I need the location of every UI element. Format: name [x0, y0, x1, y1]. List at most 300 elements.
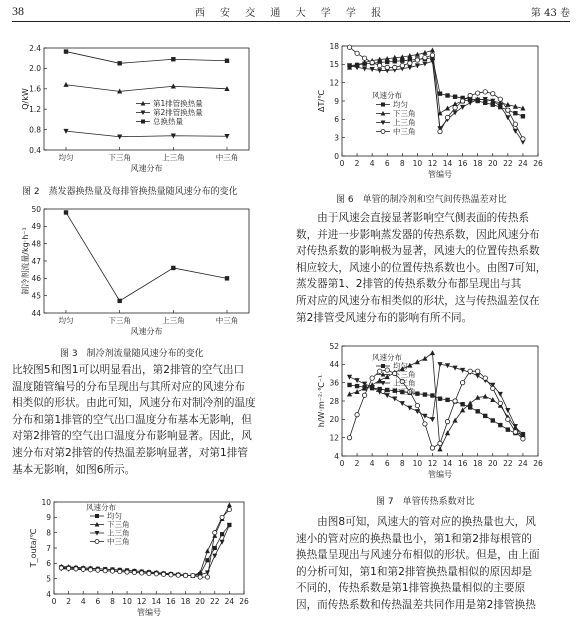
data-point: [475, 374, 480, 379]
x-tick-label: 10: [122, 597, 132, 606]
data-point: [513, 111, 517, 115]
data-point: [468, 93, 472, 97]
data-point: [422, 356, 427, 361]
data-point: [198, 575, 202, 579]
data-point: [445, 93, 449, 97]
data-point: [505, 115, 510, 120]
data-point: [154, 572, 158, 576]
data-point: [377, 63, 381, 67]
data-point: [460, 402, 464, 406]
data-point: [407, 406, 412, 411]
series-line: [66, 212, 227, 300]
figure-5: [30, 496, 252, 622]
data-point: [513, 430, 517, 434]
data-point: [355, 384, 359, 388]
y-tick-label: 36: [329, 378, 339, 388]
data-point: [422, 414, 427, 419]
x-tick-label: 20: [487, 159, 498, 168]
y-tick-label: 9: [46, 513, 51, 523]
x-tick-label: 12: [427, 459, 438, 468]
data-point: [430, 393, 434, 397]
legend-label: 第1排管换热量: [153, 99, 203, 108]
x-tick-label: 22: [209, 597, 220, 606]
y-tick-label: 2.0: [29, 64, 41, 74]
data-point: [220, 540, 225, 545]
data-point: [400, 63, 404, 67]
text-line: 速分布对第2排管的传热温差影响显著，对第1排管: [12, 446, 248, 459]
legend-label: 上三角: [393, 378, 416, 388]
data-point: [445, 106, 450, 111]
data-point: [132, 570, 136, 574]
data-point: [415, 359, 420, 364]
x-tick-label: 下三角: [108, 153, 131, 162]
x-axis-label: 管编号: [137, 608, 161, 617]
legend-marker: [381, 364, 385, 368]
legend-marker: [381, 130, 385, 134]
figure-2-chart: [21, 40, 254, 176]
legend-marker: [381, 103, 385, 107]
x-axis-label: 风速分布: [130, 327, 163, 336]
text-line: 比较图5和图1可以明显看出，第2排管的空气出口: [12, 364, 245, 376]
y-tick-label: 7: [46, 543, 51, 553]
data-point: [205, 575, 209, 579]
y-axis-label: h/W·m⁻²·℃⁻¹: [317, 374, 326, 428]
data-point: [213, 546, 217, 550]
figure-3-chart: [21, 204, 254, 337]
data-point: [483, 376, 487, 380]
x-tick-label: 均匀: [58, 316, 74, 325]
data-point: [423, 55, 427, 59]
x-tick-label: 4: [80, 597, 86, 606]
series-line: [350, 370, 523, 448]
journal-title: 西 安 交 通 大 学 学 报: [194, 8, 388, 19]
data-point: [453, 106, 457, 110]
data-point: [205, 548, 210, 553]
x-tick-label: 14: [151, 597, 162, 606]
x-tick-label: 26: [239, 597, 249, 606]
data-point: [227, 502, 232, 507]
x-tick-label: 4: [369, 159, 375, 168]
legend-title: 风速分布: [372, 91, 402, 100]
data-point: [475, 91, 479, 95]
data-point: [483, 394, 488, 399]
text-line: 对传热系数的影响极为显著，风速大的位置传热系数: [296, 245, 540, 258]
y-tick-label: 47: [31, 256, 41, 266]
x-tick-label: 26: [533, 459, 543, 468]
figure-3: [21, 204, 254, 337]
text-line: 相应较大，风速小的位置传热系数也小。由图7可知，: [296, 261, 547, 274]
y-tick-label: 5: [46, 574, 51, 584]
y-tick-label: 4: [46, 589, 51, 599]
data-point: [355, 51, 359, 55]
y-tick-label: 2.4: [29, 43, 41, 53]
text-line: 蒸发器第1、2排管的传热系数分布都呈现出与其: [296, 278, 522, 291]
data-point: [81, 567, 85, 571]
data-point: [491, 418, 495, 422]
y-tick-label: 10: [41, 497, 51, 507]
data-point: [445, 398, 449, 402]
data-point: [460, 99, 464, 103]
data-point: [498, 97, 502, 101]
data-point: [506, 108, 510, 112]
y-tick-label: 3: [334, 133, 339, 143]
figure-3-caption: 图 3 制冷剂流量随风速分布的变化: [60, 349, 204, 359]
data-point: [74, 567, 78, 571]
data-point: [438, 441, 442, 445]
data-point: [212, 554, 217, 559]
figure-7-chart: [318, 340, 550, 484]
data-point: [347, 375, 352, 380]
x-tick-label: 14: [442, 459, 453, 468]
x-tick-label: 16: [457, 159, 468, 168]
data-point: [407, 363, 412, 368]
legend-label: 中三角: [107, 537, 130, 546]
x-axis-label: 管编号: [428, 170, 452, 179]
data-point: [453, 95, 457, 99]
legend-label: 中三角: [393, 127, 416, 136]
legend-marker: [95, 514, 99, 518]
data-point: [506, 417, 510, 421]
y-tick-label: 8: [46, 528, 51, 538]
right-paragraph-1: [296, 210, 566, 326]
data-point: [423, 422, 427, 426]
x-tick-label: 18: [472, 159, 483, 168]
data-point: [191, 574, 195, 578]
data-point: [213, 531, 217, 535]
x-tick-label: 12: [136, 597, 147, 606]
x-tick-label: 2: [66, 597, 72, 606]
data-point: [408, 61, 412, 65]
data-point: [385, 65, 389, 69]
x-tick-label: 24: [518, 159, 528, 168]
x-tick-label: 10: [412, 459, 423, 468]
data-point: [140, 571, 144, 575]
data-point: [162, 572, 166, 576]
data-point: [393, 65, 397, 69]
data-point: [117, 61, 121, 65]
data-point: [354, 378, 359, 383]
data-point: [117, 299, 121, 303]
x-tick-label: 24: [518, 459, 528, 468]
legend-label: 均匀: [107, 511, 122, 521]
legend-label: 总换热量: [153, 117, 183, 126]
y-tick-label: 48: [31, 239, 41, 249]
x-tick-label: 6: [384, 459, 390, 468]
text-line: 第2排管受风速分布的影响有所不同。: [296, 311, 473, 324]
data-point: [521, 137, 525, 141]
data-point: [491, 386, 495, 390]
data-point: [347, 45, 351, 49]
x-tick-label: 上三角: [162, 153, 185, 162]
y-axis-label: Q/kW: [21, 88, 30, 110]
data-point: [475, 369, 479, 373]
data-point: [362, 393, 366, 397]
y-axis-label: T_outa/℃: [29, 528, 38, 568]
x-axis-label: 风速分布: [130, 164, 163, 173]
data-point: [445, 115, 449, 119]
y-tick-label: 1.6: [29, 84, 41, 94]
y-tick-label: 0: [334, 151, 339, 161]
y-tick-label: 15: [329, 60, 339, 70]
y-tick-label: 49: [31, 222, 41, 232]
series-line: [66, 52, 227, 64]
data-point: [355, 413, 359, 417]
plot-frame: [44, 209, 249, 313]
left-paragraph: [12, 362, 282, 478]
y-tick-label: 44: [329, 360, 339, 370]
x-tick-label: 10: [412, 159, 423, 168]
legend-marker: [95, 540, 99, 544]
x-tick-label: 20: [195, 597, 205, 606]
legend-marker: [381, 390, 385, 394]
x-tick-label: 22: [503, 459, 513, 468]
data-point: [453, 399, 457, 403]
x-axis-label: 管编号: [428, 470, 452, 479]
data-point: [171, 57, 175, 61]
data-point: [438, 91, 442, 95]
legend-label: 上三角: [393, 118, 416, 127]
y-tick-label: 12: [329, 433, 339, 443]
data-point: [506, 427, 510, 431]
figure-6: [318, 40, 550, 186]
plot-frame: [44, 48, 249, 150]
data-point: [468, 405, 472, 409]
x-tick-label: 0: [339, 459, 345, 468]
data-point: [370, 60, 374, 64]
data-point: [392, 397, 397, 402]
y-tick-label: 12: [329, 78, 339, 88]
figure-6-chart: [318, 40, 550, 186]
x-tick-label: 均匀: [58, 153, 74, 162]
figure-7-caption: 图 7 单管传热系数对比: [376, 497, 475, 507]
y-tick-label: 1.2: [29, 105, 41, 114]
data-point: [147, 571, 151, 575]
data-point: [430, 417, 435, 422]
data-point: [110, 569, 114, 573]
text-line: 速小的管对应的换热量也小，第1和第2排每根管的: [296, 532, 532, 545]
data-point: [227, 508, 231, 512]
legend-label: 下三角: [107, 520, 130, 529]
x-tick-label: 0: [339, 159, 345, 168]
data-point: [400, 401, 405, 406]
data-point: [415, 403, 419, 407]
data-point: [460, 105, 465, 110]
data-point: [483, 414, 487, 418]
data-point: [438, 397, 442, 401]
y-tick-label: 0.8: [29, 125, 41, 135]
data-point: [521, 114, 525, 118]
text-line: 的分析可知，第1和第2排管换热量相似的原因却是: [296, 565, 532, 578]
data-point: [370, 376, 374, 380]
series-line: [350, 58, 523, 117]
x-tick-label: 8: [399, 159, 405, 168]
data-point: [521, 437, 525, 441]
legend-label: 下三角: [393, 109, 416, 118]
data-point: [347, 435, 351, 439]
data-point: [505, 408, 510, 413]
text-line: 数，并进一步影响蒸发器的传热系数，因此风速分布: [296, 228, 540, 241]
data-point: [183, 574, 187, 578]
x-tick-label: 22: [503, 159, 513, 168]
legend-marker: [141, 120, 145, 124]
text-line: 分布和第1排管的空气出口温度分布基本无影响，但: [12, 413, 252, 426]
data-point: [483, 90, 487, 94]
data-point: [176, 573, 180, 577]
x-tick-label: 中三角: [215, 316, 239, 325]
header-rule: [12, 21, 570, 22]
data-point: [64, 49, 68, 53]
data-point: [468, 400, 473, 405]
x-tick-label: 2: [354, 159, 360, 168]
x-tick-label: 24: [224, 597, 235, 606]
y-tick-label: 44: [31, 308, 41, 318]
x-tick-label: 中三角: [215, 153, 239, 162]
text-line: 由图8可知，风速大的管对应的换热量也大，风: [296, 516, 536, 528]
series-line: [350, 353, 523, 449]
figure-5-chart: [30, 496, 252, 622]
data-point: [445, 419, 449, 423]
data-point: [347, 383, 351, 387]
data-point: [220, 515, 224, 519]
figure-2: [21, 40, 254, 176]
series-line: [61, 505, 229, 576]
series-line: [66, 85, 227, 92]
x-tick-label: 6: [384, 159, 390, 168]
page-header: [12, 4, 570, 20]
x-tick-label: 2: [354, 459, 360, 468]
data-point: [415, 391, 419, 395]
data-point: [430, 47, 435, 52]
x-tick-label: 8: [110, 597, 115, 606]
data-point: [67, 566, 71, 570]
data-point: [385, 393, 390, 398]
text-line: 基本无影响，如图6所示。: [12, 463, 136, 476]
text-line: 由于风速会直接显著影响空气侧表面的传热系: [296, 212, 530, 224]
data-point: [498, 401, 502, 405]
data-point: [430, 53, 434, 57]
legend-label: 均匀: [393, 100, 408, 109]
legend-label: 上三角: [107, 528, 130, 538]
data-point: [354, 389, 359, 394]
figure-6-caption: 图 6 单管的制冷剂和空气间传热温差对比: [336, 195, 507, 205]
data-point: [63, 82, 68, 87]
data-point: [169, 573, 173, 577]
data-point: [88, 568, 92, 572]
data-point: [513, 122, 517, 126]
x-tick-label: 8: [399, 459, 405, 468]
data-point: [437, 446, 442, 451]
x-tick-label: 18: [472, 459, 483, 468]
x-tick-label: 16: [457, 459, 468, 468]
legend-label: 均匀: [393, 361, 408, 371]
x-tick-label: 4: [369, 459, 375, 468]
y-tick-label: 18: [329, 41, 339, 51]
y-tick-label: 45: [31, 291, 41, 301]
data-point: [468, 101, 473, 106]
y-tick-label: 52: [329, 341, 339, 351]
x-tick-label: 16: [166, 597, 176, 606]
x-tick-label: 12: [427, 159, 438, 168]
data-point: [225, 59, 229, 63]
data-point: [59, 566, 63, 570]
y-tick-label: 50: [31, 204, 41, 214]
data-point: [225, 276, 229, 280]
x-tick-label: 上三角: [162, 316, 185, 325]
series-line: [66, 131, 227, 137]
figure-7: [318, 340, 550, 484]
legend-label: 下三角: [393, 370, 416, 379]
data-point: [468, 369, 472, 373]
data-point: [362, 56, 366, 60]
data-point: [125, 570, 129, 574]
text-line: 温度随管编号的分布呈现出与其所对应的风速分布: [12, 380, 246, 393]
text-line: 所对应的风速分布相类似的形状，这与传热温差仅在: [296, 294, 540, 307]
y-tick-label: 6: [46, 559, 51, 569]
y-tick-label: 6: [334, 115, 339, 125]
data-point: [220, 532, 224, 536]
text-line: 换热量呈现出与风速分布相似的形状。但是，由上面: [296, 549, 540, 562]
y-tick-label: 20: [329, 415, 339, 425]
legend-label: 中三角: [393, 387, 416, 396]
data-point: [377, 369, 381, 373]
x-tick-label: 20: [487, 459, 498, 468]
data-point: [423, 392, 427, 396]
page-number: 38: [12, 4, 24, 18]
data-point: [490, 397, 495, 402]
data-point: [96, 568, 100, 572]
text-line: 不同的，传热系数是第1排管换热量相似的主要原: [296, 582, 526, 595]
data-point: [415, 58, 419, 62]
text-line: 相类似的形状。由此可知，风速分布对制冷剂的温度: [12, 397, 256, 410]
data-point: [498, 423, 502, 427]
data-point: [385, 368, 389, 372]
x-tick-label: 0: [51, 597, 57, 606]
y-tick-label: 4: [334, 451, 339, 461]
data-point: [438, 129, 442, 133]
data-point: [64, 210, 68, 214]
x-tick-label: 18: [180, 597, 191, 606]
x-tick-label: 26: [533, 159, 543, 168]
y-axis-label: 制冷剂流量/kg·h⁻¹: [21, 227, 30, 295]
data-point: [118, 570, 122, 574]
y-tick-label: 28: [329, 396, 339, 406]
data-point: [491, 91, 495, 95]
x-tick-label: 下三角: [108, 316, 131, 325]
figure-2-caption: 图 2 蒸发器换热量及每排管换热量随风速分布的变化: [22, 187, 238, 197]
right-paragraph-2: [296, 514, 566, 614]
text-line: 因，而传热系数和传热温差共同作用是第2排管换热: [296, 598, 536, 611]
y-tick-label: 9: [334, 96, 339, 106]
data-point: [460, 380, 464, 384]
x-tick-label: 14: [442, 159, 453, 168]
legend-title: 风速分布: [372, 353, 402, 362]
data-point: [475, 409, 479, 413]
text-line: 对第2排管的空气出口温度分布影响显著。因此，风: [12, 430, 252, 443]
data-point: [445, 430, 450, 435]
data-point: [171, 266, 175, 270]
y-tick-label: 0.4: [29, 145, 41, 155]
data-point: [430, 446, 434, 450]
volume-label: 第 43 卷: [530, 8, 570, 19]
y-tick-label: 46: [31, 274, 41, 284]
data-point: [498, 392, 503, 397]
legend-label: 第2排管换热量: [153, 108, 203, 117]
legend-title: 风速分布: [86, 503, 116, 512]
data-point: [103, 569, 107, 573]
y-axis-label: ΔT/℃: [317, 89, 326, 113]
data-point: [205, 558, 209, 562]
x-tick-label: 6: [95, 597, 101, 606]
